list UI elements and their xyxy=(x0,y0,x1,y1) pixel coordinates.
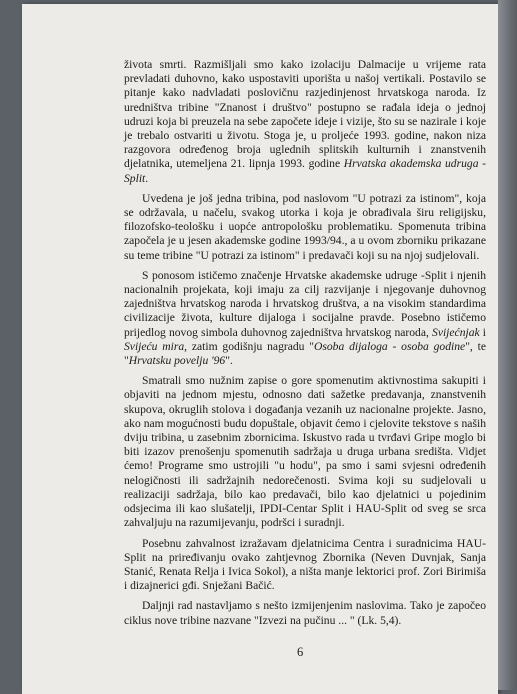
text-run-italic: Svijećnjak xyxy=(432,325,480,339)
paragraph xyxy=(124,374,486,530)
text-run: Smatrali smo nužnim zapise o gore spomenutim aktivnostima sakupiti i objaviti na jednom mjestu, odnosno dati sažetke predavanja, znanstvenih skupova, okruglih stolova i događanja vezanih uz nacionalne projekte. Jasno, ako nam mogućnosti budu dopuštale, objavit ćemo i cjelovite tekstove s naših dviju tribina, u zasebnim zbornicima. Iskustvo rada u tvrđavi Gripe moglo bi biti izazov prenošenju spomenutih sadržaja u druga urbana središta. Vidjet ćemo! Programe smo ustrojili "u hodu", pa smo i sami svjesni određenih nelogičnosti ili sadržajnih nedorečenosti. Svima koji su sudjelovali u realizaciji sadržaja, bilo kao predavači, bilo kao djelatnici u pojedinim odsjecima ili kao slušatelji, IPDI-Centar Split i HAU-Split od sveg se srca zahvaljuju na razumijevanju, podršci i suradnji. xyxy=(124,374,486,530)
text-run: Posebnu zahvalnost izražavam djelatnicima Centra i suradnicima HAU-Split na priređivanju ovako zahtjevnog Zbornika (Neven Duvnjak, Sanja Stanić, Renata Relja i Ivica Sokol), a ništa manje lektorici prof. Zori Birimiša i dizajnerici gđi. Snježani Bačić. xyxy=(124,536,486,593)
text-run-italic: Osoba dijaloga - osoba godine xyxy=(314,339,466,353)
text-run: ", te " xyxy=(124,339,486,368)
paragraph xyxy=(124,58,486,186)
text-run: S ponosom ističemo značenje Hrvatske akademske udruge -Split i njenih nacionalnih projekata, koji imaju za cilj razvijanje i njegovanje duhovnog zajedništva hrvatskog naroda i hrvatskog društva, a na visokim standardima civilizacije života, kulture dijaloga i socijalne pravde. Posebno ističemo prijedlog novog simbola duhovnog zajedništva hrvatskog naroda, xyxy=(124,268,486,339)
text-run: ". xyxy=(225,354,233,368)
text-run-italic: Svijeću mira xyxy=(124,339,185,353)
paragraph xyxy=(124,269,486,368)
paragraph xyxy=(124,599,486,627)
text-run: , zatim godišnju nagradu " xyxy=(184,339,314,353)
page-edge-shadow xyxy=(498,0,517,690)
text-run-italic: Hrvatsku povelju '96 xyxy=(128,354,226,368)
text-run: . xyxy=(145,171,149,185)
body-text xyxy=(124,58,486,634)
paragraph xyxy=(124,537,486,594)
text-run: Uvedena je još jedna tribina, pod naslovom "U potrazi za istinom", koja se održavala, u načelu, svakog utorka i koja je obrađivala širu religijsku, filozofsko-teološku i uopće antropološku problematiku. Spomenuta tribina započela je u jesen akademske godine 1993/94., a u ovom zborniku prikazane su teme tribine "U potrazi za istinom" i predavači koji su na njoj sudjelovali. xyxy=(124,191,486,262)
text-run-italic: Hrvatska akademska udruga - Split xyxy=(124,157,486,185)
text-run: Daljnji rad nastavljamo s nešto izmijenjenim naslovima. Tako je započeo ciklus nove tribine nazvane "Izvezi na pučinu ... " (Lk. 5,4). xyxy=(124,599,486,627)
text-run: i xyxy=(479,325,486,339)
page-number: 6 xyxy=(297,645,304,659)
paragraph xyxy=(124,192,486,263)
text-run: života smrti. Razmišljali smo kako izolaciju Dalmacije u vrijeme rata prevladati duhovno, kako uspostaviti uporišta u našoj vertikali. Postavilo se pitanje kako nadvladati poslovičnu razjedinjenost hrvatskoga naroda. Iz uredništva tribine "Znanost i društvo" postupno se rađala ideja o jednoj udruzi koja bi preuzela na sebe započete ideje i vizije, što su se nazirale i koje je trebalo ostvariti u životu. Stoga je, u proljeće 1993. godine, nakon niza razgovora određenog broja uglednih splitskih kulturnih i znanstvenih djelatnika, utemeljena 21. lipnja 1993. godine xyxy=(124,58,486,171)
